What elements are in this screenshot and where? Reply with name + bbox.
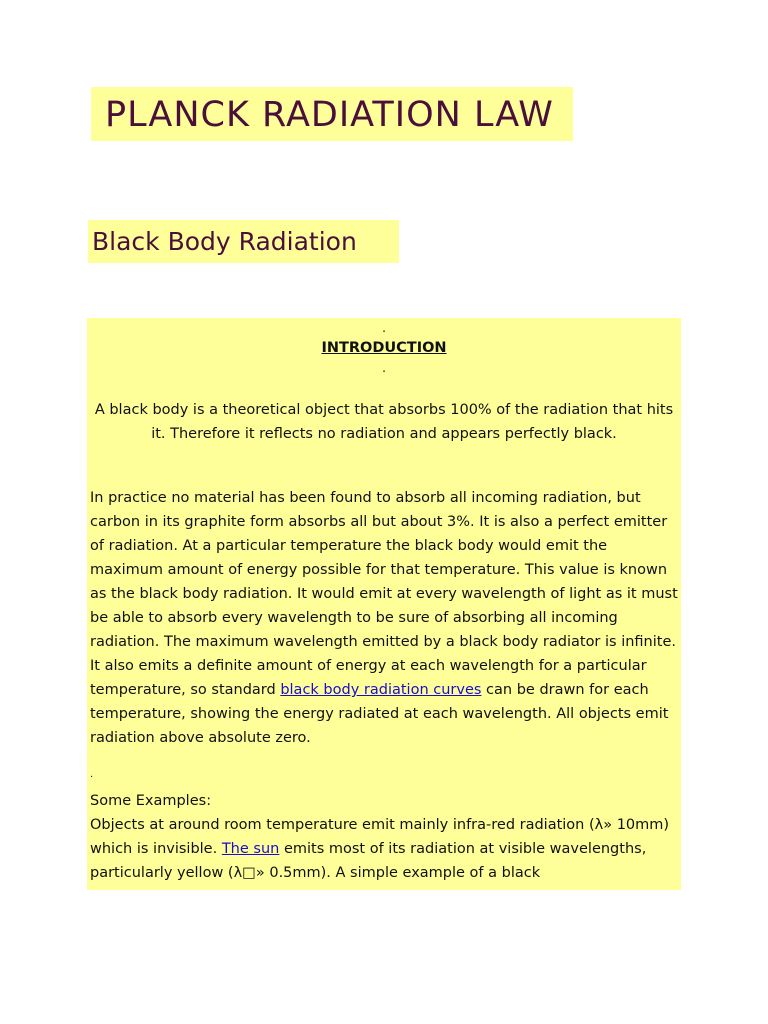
subtitle-banner — [88, 220, 399, 263]
examples-text-1: Objects at around room temperature emit mainly infra-red radiation (λ» 10mm) which is invisible. — [90, 817, 670, 857]
examples-text-2: emits most of its radiation at visible wavelengths, particularly yellow (λ□» 0.5mm). A simple example of a black — [90, 841, 647, 881]
main-paragraph-text-1: In practice no material has been found to absorb all incoming radiation, but carbon in its graphite form absorbs all but about 3%. It is also a perfect emitter of radiation. At a particular temperature the black body would emit the maximum amount of energy possible for that temperature. This value is known as the black body radiation. It would emit at every wavelength of light as it must be able to absorb every wavelength to be sure of absorbing all incoming radiation. The maximum wavelength emitted by a black body radiator is infinite. It also emits a definite amount of energy at each wavelength for a particular temperature, so standard — [90, 490, 678, 698]
page-title: PLANCK RADIATION LAW — [105, 95, 554, 135]
intro-dot-bottom: . — [382, 361, 386, 375]
intro-heading: INTRODUCTION — [321, 340, 447, 356]
main-paragraph-text-2: can be drawn for each temperature, showing the energy radiated at each wavelength. All objects emit radiation above absolute zero. — [90, 682, 669, 746]
intro-paragraph: A black body is a theoretical object that absorbs 100% of the radiation that hits it. Therefore it reflects no radiation and appears perfectly black. — [94, 402, 674, 442]
section-title: Black Body Radiation — [92, 227, 357, 256]
black-body-curves-link[interactable]: black body radiation curves — [280, 682, 482, 698]
the-sun-link[interactable]: The sun — [221, 841, 280, 857]
content-panel — [87, 318, 681, 890]
main-paragraph — [90, 486, 678, 750]
intro-dot-top: . — [382, 321, 386, 335]
separator-dot: . — [90, 769, 94, 780]
examples-paragraph — [90, 789, 678, 885]
examples-heading: Some Examples: — [90, 793, 212, 809]
title-banner — [91, 87, 573, 141]
